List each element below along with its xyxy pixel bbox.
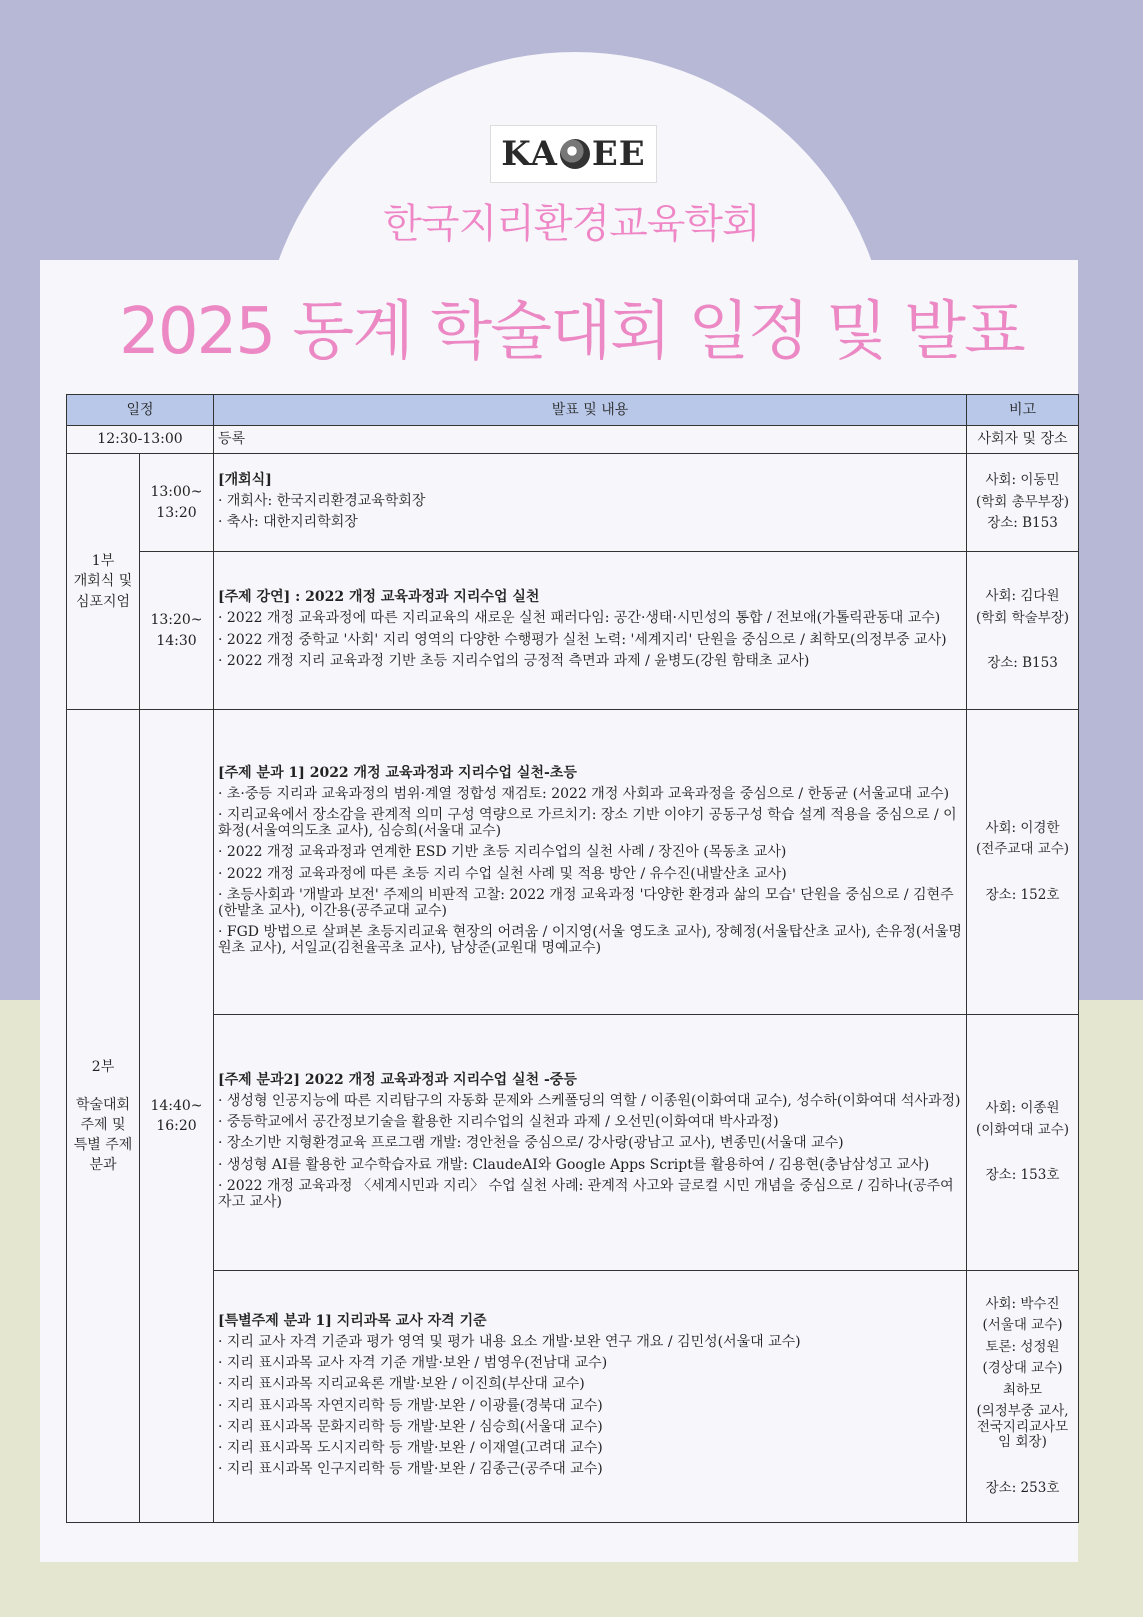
- session2-content: [주제 분과2] 2022 개정 교육과정과 지리수업 실천 -중등 · 생성형 인공지능에 따른 지리탐구의 자동화 문제와 스케폴딩의 역할 / 이종원(이화여대 교수), 성수하(이화여대 석사과정) · 중등학교에서 공간정보기술을 활용한 지리수업의 실천과 과제 / 오선민(이화여대 박사과정) · 장소기반 지형환경교육 프로그램 개발: 경안천을 중심으로/ 강사랑(광남고 교사), 변종민(서울대 교수) · 생성형 AI를 활용한 교수학습자료 개발: ClaudeAI와 Google Apps Script를 활용하여 / 김용현(충남삼성고 교사) · 2022 개정 교육과정 〈세계시민과 지리〉 수업 실천 사례: 관계적 사고와 글로컬 시민 개념을 중심으로 / 김하나(공주여자고 교사): [214, 1015, 967, 1271]
- opening-note: 사회: 이동민 (학회 총무부장) 장소: B153: [967, 454, 1079, 552]
- table-row: [67, 710, 1079, 1015]
- keynote-time: 13:20~ 14:30: [140, 552, 214, 710]
- page-title: 2025 동계 학술대회 일정 및 발표: [119, 295, 1024, 369]
- part2-time: 14:40~ 16:20: [140, 710, 214, 1523]
- header-note: 비고: [967, 395, 1079, 426]
- table-row: [67, 426, 1079, 454]
- table-row: [67, 454, 1079, 552]
- part1-label: 1부 개회식 및 심포지엄: [67, 454, 140, 710]
- session2-note: 사회: 이종원 (이화여대 교수) 장소: 153호: [967, 1015, 1079, 1271]
- table-row: [67, 552, 1079, 710]
- session1-note: 사회: 이경한 (전주교대 교수) 장소: 152호: [967, 710, 1079, 1015]
- special-content: [특별주제 분과 1] 지리과목 교사 자격 기준 · 지리 교사 자격 기준과 평가 영역 및 평가 내용 요소 개발·보완 연구 개요 / 김민성(서울대 교수) · 지리 표시과목 교사 자격 기준 개발·보완 / 범영우(전남대 교수) · 지리 표시과목 지리교육론 개발·보완 / 이진희(부산대 교수) · 지리 표시과목 자연지리학 등 개발·보완 / 이광률(경북대 교수) · 지리 표시과목 문화지리학 등 개발·보완 / 심승희(서울대 교수) · 지리 표시과목 도시지리학 등 개발·보완 / 이재열(고려대 교수) · 지리 표시과목 인구지리학 등 개발·보완 / 김종근(공주대 교수): [214, 1271, 967, 1523]
- table-header-row: [67, 395, 1079, 426]
- table-row: [67, 1015, 1079, 1271]
- opening-content: [개회식] · 개회사: 한국지리환경교육학회장 · 축사: 대한지리학회장: [214, 454, 967, 552]
- registration-content: 등록: [214, 426, 967, 454]
- registration-note: 사회자 및 장소: [967, 426, 1079, 454]
- header-content: 발표 및 내용: [214, 395, 967, 426]
- session1-content: [주제 분과 1] 2022 개정 교육과정과 지리수업 실천-초등 · 초·중등 지리과 교육과정의 범위·계열 정합성 재검토: 2022 개정 사회과 교육과정을 중심으로 / 한동균 (서울교대 교수) · 지리교육에서 장소감을 관계적 의미 구성 역량으로 가르치기: 장소 기반 이야기 공동구성 학습 설계 적용을 중심으로 / 이화정(서울여의도초 교사), 심승희(서울대 교수) · 2022 개정 교육과정과 연계한 ESD 기반 초등 지리수업의 실천 사례 / 장진아 (목동초 교사) · 2022 개정 교육과정에 따른 초등 지리 수업 실천 사례 및 적용 방안 / 유수진(내발산초 교사) · 초등사회과 '개발과 보전' 주제의 비판적 고찰: 2022 개정 교육과정 '다양한 환경과 삶의 모습' 단원을 중심으로 / 김현주(한밭초 교사), 이간용(공주교대 교수) · FGD 방법으로 살펴본 초등지리교육 현장의 어려움 / 이지영(서울 영도초 교사), 장혜정(서울탑산초 교사), 손유정(서울명원초 교사), 서일교(김천율곡초 교사), 남상준(교원대 명예교수): [214, 710, 967, 1015]
- registration-time: 12:30-13:00: [67, 426, 214, 454]
- schedule-table: [66, 394, 1079, 1523]
- kagee-logo: KA EE: [490, 125, 657, 183]
- header-schedule: 일정: [67, 395, 214, 426]
- special-note: 사회: 박수진 (서울대 교수) 토론: 성정원 (경상대 교수) 최하모 (의정부중 교사, 전국지리교사모 임 회장) 장소: 253호: [967, 1271, 1079, 1523]
- table-row: [67, 1271, 1079, 1523]
- globe-icon: [560, 139, 590, 169]
- part2-label: 2부 학술대회 주제 및 특별 주제 분과: [67, 710, 140, 1523]
- keynote-note: 사회: 김다원 (학회 학술부장) 장소: B153: [967, 552, 1079, 710]
- society-name: 한국지리환경교육학회: [383, 201, 760, 247]
- keynote-content: [주제 강연] : 2022 개정 교육과정과 지리수업 실천 · 2022 개정 교육과정에 따른 지리교육의 새로운 실천 패러다임: 공간·생태·시민성의 통합 / 전보애(가톨릭관동대 교수) · 2022 개정 중학교 '사회' 지리 영역의 다양한 수행평가 실천 노력: '세계지리' 단원을 중심으로 / 최학모(의정부중 교사) · 2022 개정 지리 교육과정 기반 초등 지리수업의 긍정적 측면과 과제 / 윤병도(강원 함태초 교사): [214, 552, 967, 710]
- opening-time: 13:00~ 13:20: [140, 454, 214, 552]
